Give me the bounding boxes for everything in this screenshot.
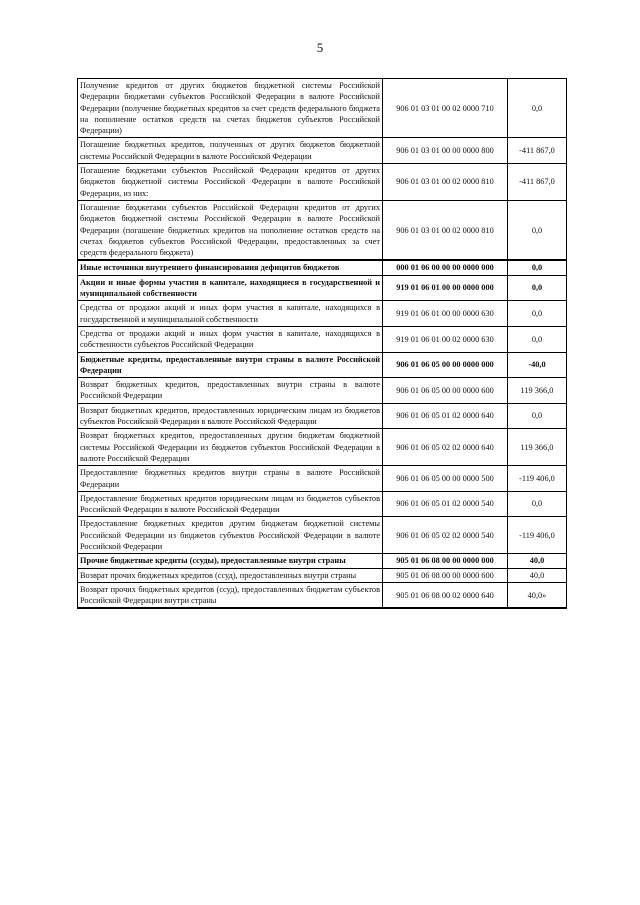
classification-code-cell: 906 01 06 05 00 00 0000 000: [383, 352, 508, 378]
classification-code-cell: 906 01 03 01 00 02 0000 810: [383, 164, 508, 201]
source-name-cell: Возврат бюджетных кредитов, предоставленных юридическим лицам из бюджетов субъектов Российской Федерации в валюте Российской Федерации: [78, 403, 383, 429]
table-row: [78, 378, 567, 404]
amount-cell: 0,0: [508, 491, 567, 517]
table-row: [78, 164, 567, 201]
classification-code-cell: 919 01 06 01 00 00 0000 630: [383, 301, 508, 327]
page-number: 5: [316, 40, 324, 55]
table-row: [78, 301, 567, 327]
amount-cell: 0,0: [508, 275, 567, 301]
amount-cell: 0,0: [508, 79, 567, 138]
classification-code-cell: 000 01 06 00 00 00 0000 000: [383, 260, 508, 275]
source-name-cell: Возврат прочих бюджетных кредитов (ссуд), предоставленных внутри страны: [78, 568, 383, 582]
classification-code-cell: 906 01 06 05 00 00 0000 600: [383, 378, 508, 404]
source-name-cell: Погашение бюджетных кредитов, полученных от других бюджетов бюджетной системы Российской Федерации в валюте Российской Федерации: [78, 138, 383, 164]
classification-code-cell: 919 01 06 01 00 00 0000 000: [383, 275, 508, 301]
classification-code-cell: 919 01 06 01 00 02 0000 630: [383, 326, 508, 352]
budget-sources-table: [77, 78, 567, 609]
table-row: [78, 466, 567, 492]
table-row: [78, 352, 567, 378]
source-name-cell: Возврат прочих бюджетных кредитов (ссуд), предоставленных бюджетам субъектов Российской Федерации внутри страны: [78, 582, 383, 608]
table-row: [78, 568, 567, 582]
source-name-cell: Бюджетные кредиты, предоставленные внутри страны в валюте Российской Федерации: [78, 352, 383, 378]
table-body: [78, 79, 567, 609]
amount-cell: -411 867,0: [508, 138, 567, 164]
source-name-cell: Предоставление бюджетных кредитов внутри страны в валюте Российской Федерации: [78, 466, 383, 492]
source-name-cell: Возврат бюджетных кредитов, предоставленных внутри страны в валюте Российской Федерации: [78, 378, 383, 404]
table-row: [78, 491, 567, 517]
source-name-cell: Средства от продажи акций и иных форм участия в капитале, находящихся в государственной и муниципальной собственности: [78, 301, 383, 327]
table-row: [78, 582, 567, 608]
source-name-cell: Погашение бюджетами субъектов Российской Федерации кредитов от других бюджетов бюджетной системы Российской Федерации в валюте Российской Федерации (погашение бюджетных кредитов на пополнение остатков средств на счетах бюджетов субъектов Российской Федерации, предоставленных за счет средств федерального бюджета): [78, 200, 383, 260]
amount-cell: 40,0: [508, 554, 567, 568]
classification-code-cell: 905 01 06 08 00 00 0000 000: [383, 554, 508, 568]
source-name-cell: Акции и иные формы участия в капитале, находящиеся в государственной и муниципальной собственности: [78, 275, 383, 301]
amount-cell: -119 406,0: [508, 517, 567, 554]
source-name-cell: Средства от продажи акций и иных форм участия в капитале, находящихся в собственности субъектов Российской Федерации: [78, 326, 383, 352]
amount-cell: 0,0: [508, 326, 567, 352]
classification-code-cell: 906 01 06 05 01 02 0000 640: [383, 403, 508, 429]
table-row: [78, 326, 567, 352]
amount-cell: 119 366,0: [508, 378, 567, 404]
classification-code-cell: 906 01 03 01 00 02 0000 810: [383, 200, 508, 260]
source-name-cell: Иные источники внутреннего финансирования дефицитов бюджетов: [78, 260, 383, 275]
amount-cell: 0,0: [508, 200, 567, 260]
source-name-cell: Предоставление бюджетных кредитов другим бюджетам бюджетной системы Российской Федерации из бюджетов субъектов Российской Федерации в валюте Российской Федерации: [78, 517, 383, 554]
classification-code-cell: 906 01 06 05 01 02 0000 540: [383, 491, 508, 517]
amount-cell: 0,0: [508, 301, 567, 327]
amount-cell: 40,0: [508, 568, 567, 582]
source-name-cell: Прочие бюджетные кредиты (ссуды), предоставленные внутри страны: [78, 554, 383, 568]
classification-code-cell: 905 01 06 08 00 02 0000 640: [383, 582, 508, 608]
classification-code-cell: 906 01 06 05 02 02 0000 640: [383, 429, 508, 466]
table-row: [78, 429, 567, 466]
amount-cell: -40,0: [508, 352, 567, 378]
classification-code-cell: 906 01 03 01 00 02 0000 710: [383, 79, 508, 138]
table-row: [78, 554, 567, 568]
amount-cell: -411 867,0: [508, 164, 567, 201]
table-row: [78, 200, 567, 260]
amount-cell: 40,0»: [508, 582, 567, 608]
source-name-cell: Погашение бюджетами субъектов Российской Федерации кредитов от других бюджетов бюджетной системы Российской Федерации в валюте Российской Федерации, из них:: [78, 164, 383, 201]
source-name-cell: Предоставление бюджетных кредитов юридическим лицам из бюджетов субъектов Российской Федерации в валюте Российской Федерации: [78, 491, 383, 517]
classification-code-cell: 905 01 06 08 00 00 0000 600: [383, 568, 508, 582]
table-row: [78, 79, 567, 138]
classification-code-cell: 906 01 03 01 00 00 0000 800: [383, 138, 508, 164]
table-row: [78, 517, 567, 554]
source-name-cell: Получение кредитов от других бюджетов бюджетной системы Российской Федерации бюджетами субъектов Российской Федерации в валюте Российской Федерации (получение бюджетных кредитов за счет средств федерального бюджета на пополнение остатков средств на счетах бюджетов субъектов Российской Федерации): [78, 79, 383, 138]
amount-cell: 119 366,0: [508, 429, 567, 466]
classification-code-cell: 906 01 06 05 02 02 0000 540: [383, 517, 508, 554]
source-name-cell: Возврат бюджетных кредитов, предоставленных другим бюджетам бюджетной системы Российской Федерации из бюджетов субъектов Российской Федерации в валюте Российской Федерации: [78, 429, 383, 466]
amount-cell: 0,0: [508, 260, 567, 275]
table-row: [78, 403, 567, 429]
table-row: [78, 260, 567, 275]
table-row: [78, 138, 567, 164]
table-row: [78, 275, 567, 301]
amount-cell: 0,0: [508, 403, 567, 429]
classification-code-cell: 906 01 06 05 00 00 0000 500: [383, 466, 508, 492]
amount-cell: -119 406,0: [508, 466, 567, 492]
